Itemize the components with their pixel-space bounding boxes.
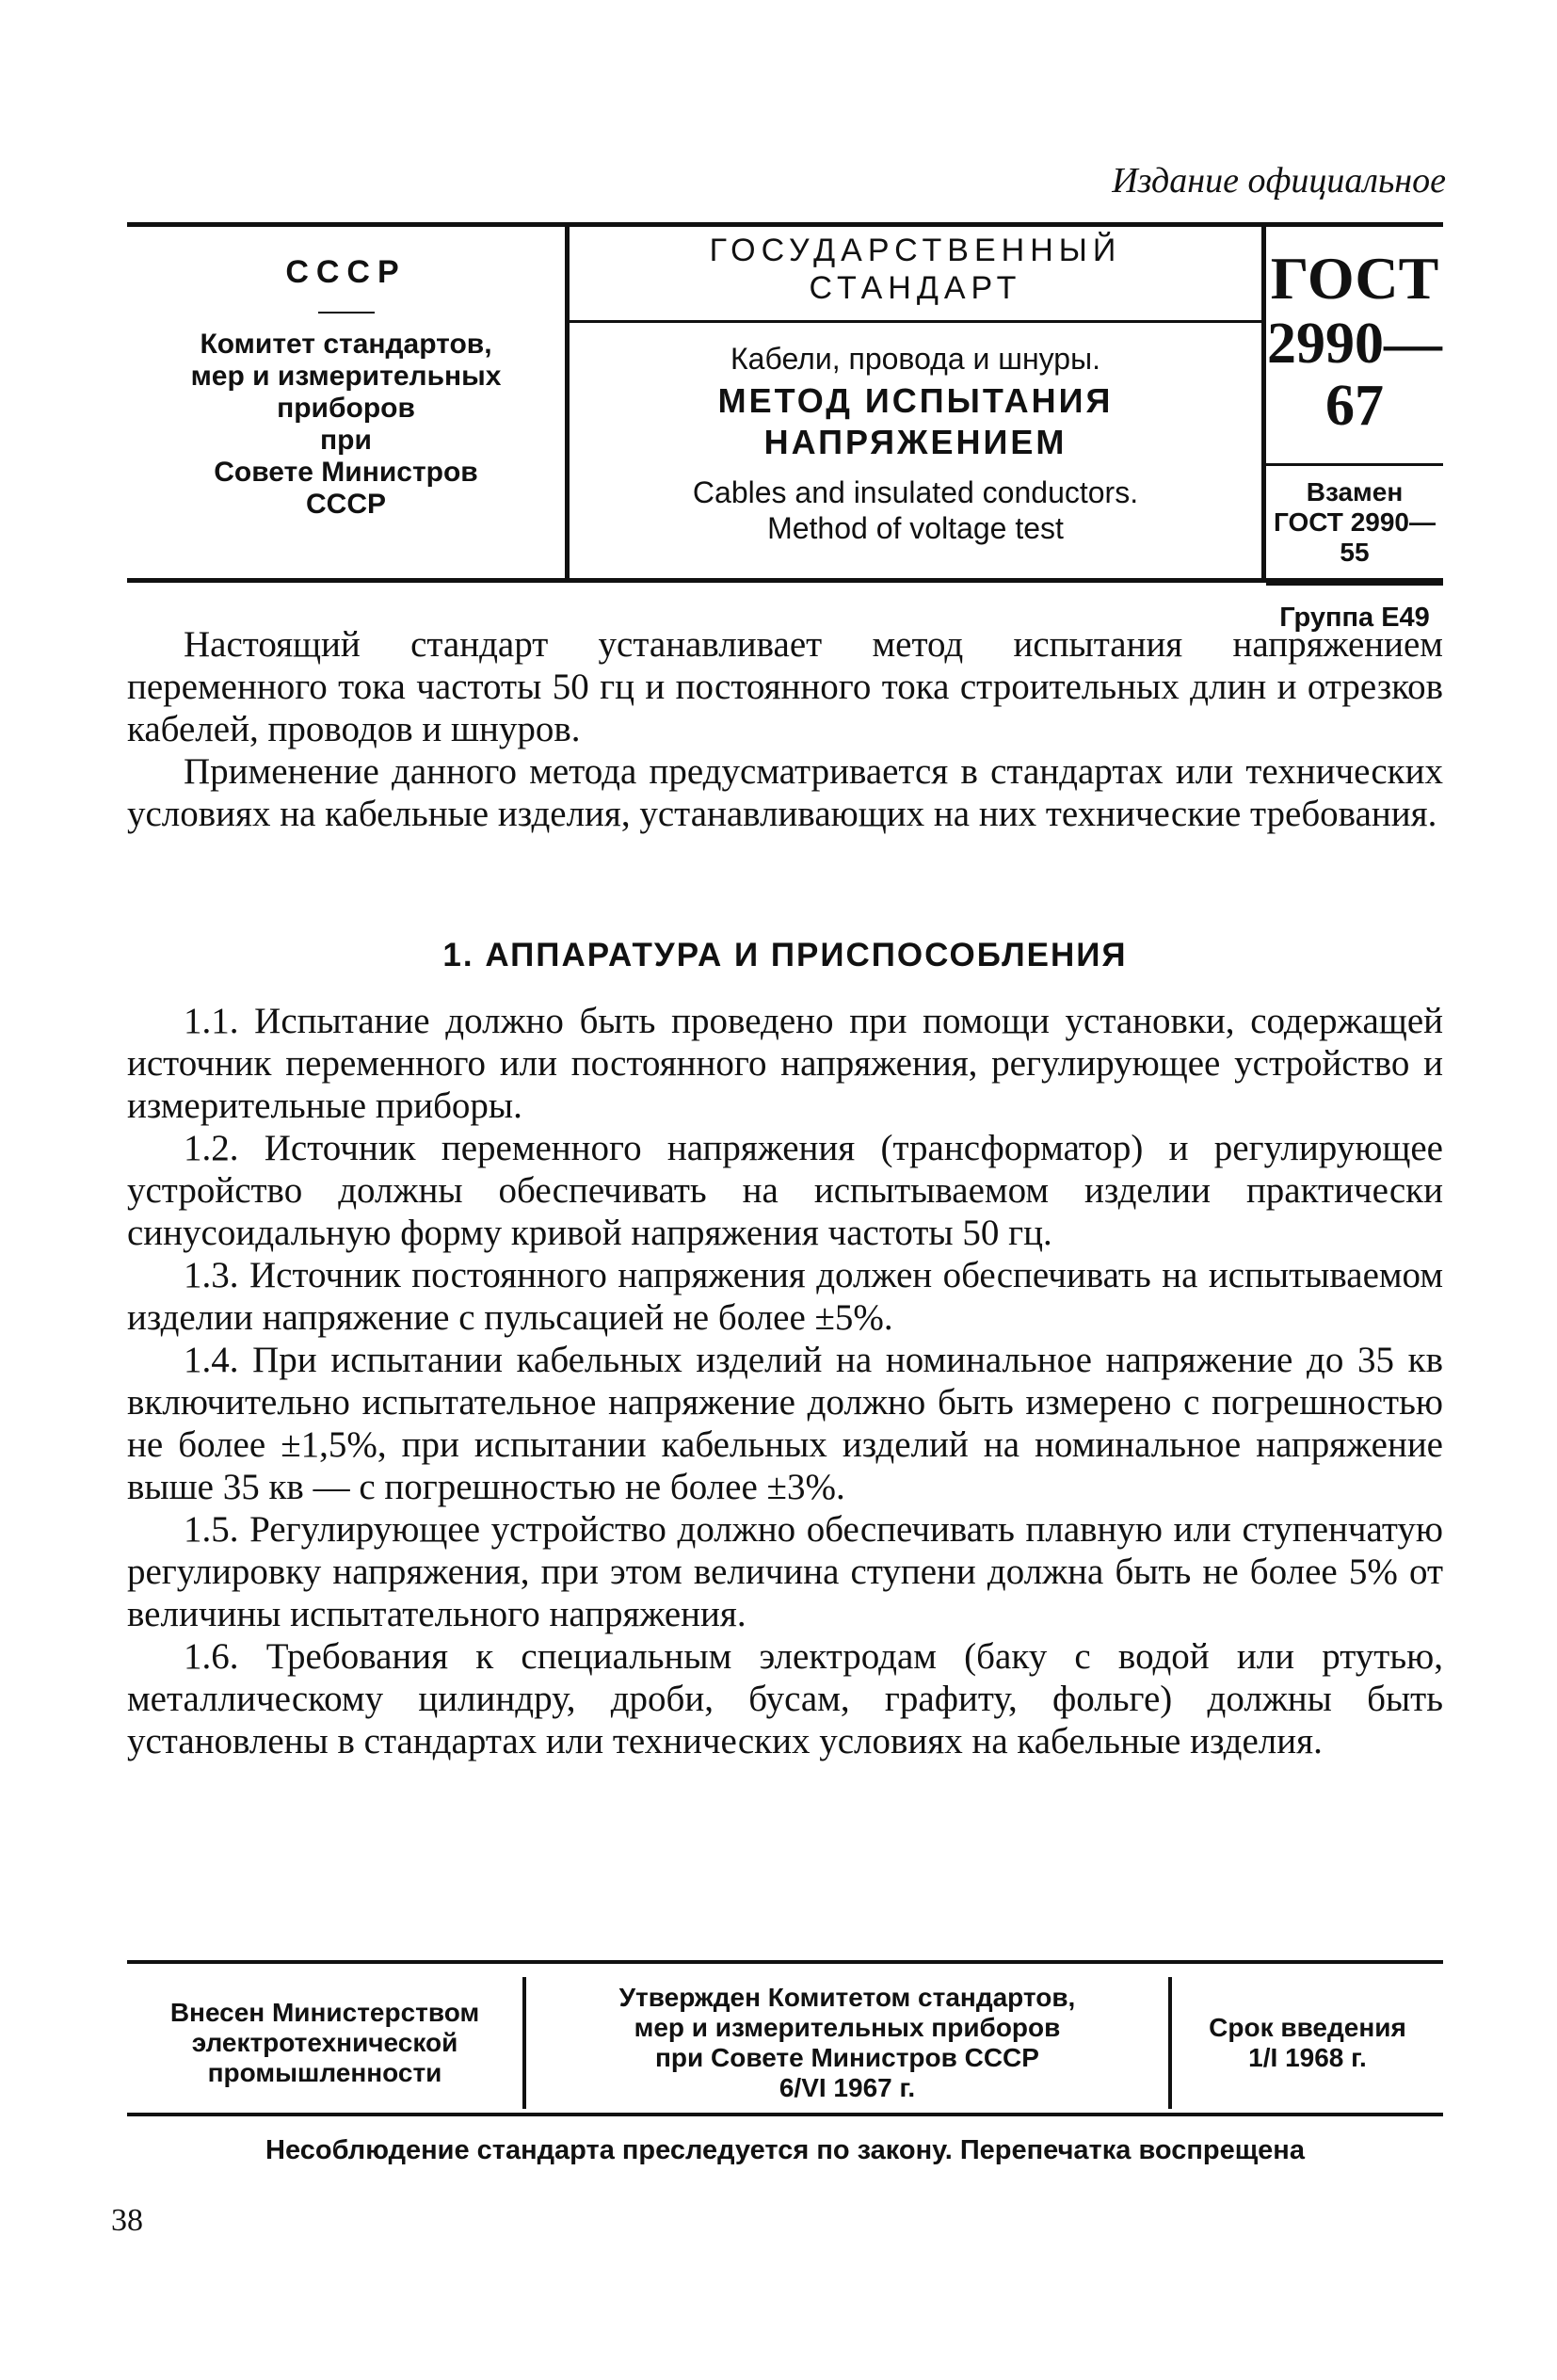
gost-number: 2990—67 <box>1267 312 1442 438</box>
clause-1-4: 1.4. При испытании кабельных изделий на номинальное напряжение до 35 кв включительно испытательное напряжение должно быть измерено с погрешностью не более ±1,5%, при испытании кабельных изделий на номинальное напряжение выше 35 кв — с погрешностью не более ±3%. <box>127 1340 1443 1507</box>
intro-text <box>127 623 1443 835</box>
group-label: Группа Е49 <box>1279 603 1430 633</box>
approved-by: Утвержден Комитетом стандартов, мер и измерительных приборов при Совете Министров СССР 6/VI 1967 г. <box>522 1977 1172 2109</box>
replaces-block: Взамен ГОСТ 2990—55 <box>1274 477 1436 567</box>
method-title: МЕТОД ИСПЫТАНИЯ НАПРЯЖЕНИЕМ <box>717 381 1114 461</box>
footer-table <box>127 1968 1443 2109</box>
section-1-title: 1. АППАРАТУРА И ПРИСПОСОБЛЕНИЯ <box>442 937 1128 973</box>
copyright-notice: Несоблюдение стандарта преследуется по закону. Перепечатка воспрещена <box>265 2135 1305 2165</box>
intro-paragraph-2: Применение данного метода предусматривается в стандартах или технических условиях на кабельные изделия, устанавливающих на них технические требования. <box>127 751 1443 834</box>
country-label: СССР <box>285 254 407 290</box>
footer-bottom-rule <box>127 2113 1443 2116</box>
clause-1-1: 1.1. Испытание должно быть проведено при помощи установки, содержащей источник переменного или постоянного напряжения, регулирующее устройство и измерительные приборы. <box>127 1001 1443 1126</box>
english-title: Cables and insulated conductors. Method of voltage test <box>692 475 1139 545</box>
footer-top-rule <box>127 1960 1443 1964</box>
page-number: 38 <box>111 2203 143 2238</box>
committee-block: Комитет стандартов, мер и измерительных приборов при Совете Министров СССР <box>190 329 502 520</box>
right-divider-1 <box>1266 463 1443 466</box>
clause-1-6: 1.6. Требования к специальным электродам (баку с водой или ртутью, металлическому цилиндру, дроби, бусам, графиту, фольге) должны быть установлены в стандартах или технических условиях на кабельные изделия. <box>127 1636 1443 1761</box>
section-1-body <box>127 1000 1443 1762</box>
effective-date: Срок введения 1/I 1968 г. <box>1209 2013 1406 2072</box>
clause-1-3: 1.3. Источник постоянного напряжения должен обеспечивать на испытываемом изделии напряжение с пульсацией не более ±5%. <box>127 1255 1443 1338</box>
header-left-column <box>127 226 565 579</box>
header-middle-column <box>565 226 1266 579</box>
gost-label: ГОСТ <box>1270 245 1439 312</box>
clause-1-5: 1.5. Регулирующее устройство должно обеспечивать плавную или ступенчатую регулировку напряжения, при этом величина ступени должна быть не более 5% от величины испытательного напряжения. <box>127 1509 1443 1634</box>
header-table <box>127 226 1443 633</box>
middle-divider <box>570 320 1261 323</box>
edition-label: Издание официальное <box>1112 161 1446 201</box>
state-standard-title: ГОСУДАРСТВЕННЫЙ СТАНДАРТ <box>709 233 1122 306</box>
clause-1-2: 1.2. Источник переменного напряжения (трансформатор) и регулирующее устройство должны обеспечивать на испытываемом изделии практически синусоидальную форму кривой напряжения частоты 50 гц. <box>127 1128 1443 1253</box>
right-divider-2 <box>1266 583 1443 586</box>
subject-line: Кабели, провода и шнуры. <box>730 342 1100 376</box>
header-bottom-rule <box>127 578 1443 583</box>
introduced-by: Внесен Министерством электротехнической промышленности <box>169 1998 480 2087</box>
header-right-column <box>1266 226 1443 633</box>
dash-divider <box>318 312 375 314</box>
intro-paragraph-1: Настоящий стандарт устанавливает метод испытания напряжением переменного тока частоты 50 гц и постоянного тока строительных длин и отрезков кабелей, проводов и шнуров. <box>127 624 1443 749</box>
